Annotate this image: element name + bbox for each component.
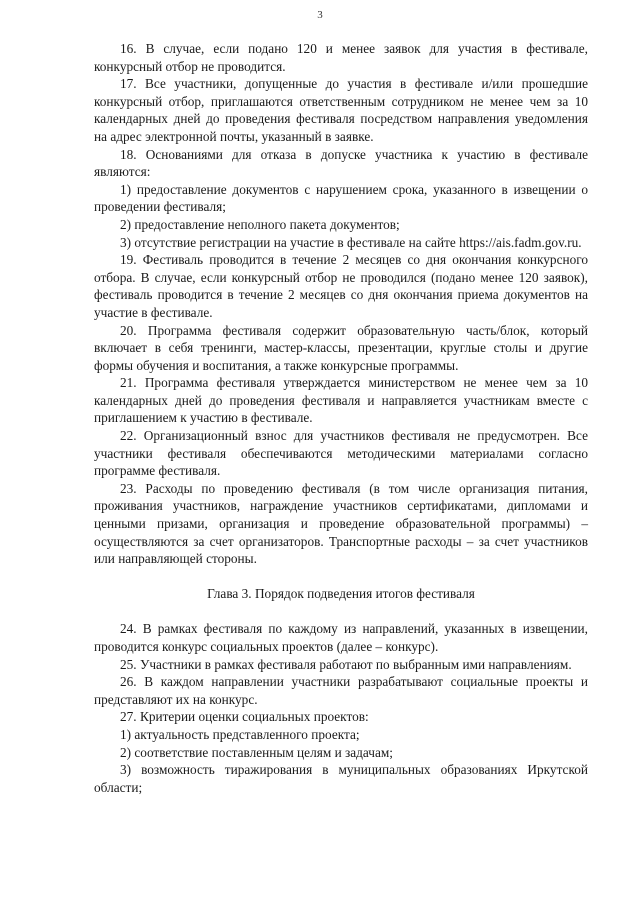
paragraph-21: 21. Программа фестиваля утверждается министерством не менее чем за 10 календарных дней до проведения фестиваля и направляется участникам вместе с приглашением к участию в фестивале. bbox=[94, 375, 588, 426]
list-item-18-3: 3) отсутствие регистрации на участие в фестивале на сайте https://ais.fadm.gov.ru. bbox=[120, 234, 582, 250]
paragraph-23: 23. Расходы по проведению фестиваля (в том числе организация питания, проживания участников, награждение участников сертификатами, дипломами и ценными призами, организация и проведение образовательной программы) – осуществляются за счет организаторов. Транспортные расходы – за счет участников или направляющей стороны. bbox=[94, 480, 588, 567]
list-item-27-2: 2) соответствие поставленным целям и задачам; bbox=[120, 744, 393, 760]
list-item-18-1: 1) предоставление документов с нарушением срока, указанного в извещении о проведении фестиваля; bbox=[94, 181, 588, 215]
paragraph-24: 24. В рамках фестиваля по каждому из направлений, указанных в извещении, проводится конкурс социальных проектов (далее – конкурс). bbox=[94, 621, 588, 654]
paragraph-20: 20. Программа фестиваля содержит образовательную часть/блок, который включает в себя тренинги, мастер-классы, презентации, круглые столы и другие формы обучения и воспитания, а также конкурсные программы. bbox=[94, 322, 588, 373]
list-item-18-2: 2) предоставление неполного пакета документов; bbox=[120, 216, 400, 232]
paragraph-27: 27. Критерии оценки социальных проектов: bbox=[120, 709, 369, 725]
paragraph-18: 18. Основаниями для отказа в допуске участника к участию в фестивале являются: bbox=[94, 146, 588, 180]
paragraph-17: 17. Все участники, допущенные до участия в фестивале и/или прошедшие конкурсный отбор, приглашаются ответственным сотрудником не менее чем за 10 календарных дней до проведения фестиваля посредством направления уведомления на адрес электронной почты, указанный в заявке. bbox=[94, 76, 588, 144]
list-item-27-1: 1) актуальность представленного проекта; bbox=[120, 726, 360, 742]
chapter-heading: Глава 3. Порядок подведения итогов фестиваля bbox=[207, 585, 475, 601]
paragraph-25: 25. Участники в рамках фестиваля работают по выбранным ими направлениям. bbox=[120, 656, 572, 672]
page-number: 3 bbox=[317, 9, 323, 21]
document-body bbox=[94, 40, 588, 796]
paragraph-16: 16. В случае, если подано 120 и менее заявок для участия в фестивале, конкурсный отбор не проводится. bbox=[94, 41, 588, 74]
paragraph-22: 22. Организационный взнос для участников фестиваля не предусмотрен. Все участники фестиваля обеспечиваются методическими материалами согласно программе фестиваля. bbox=[94, 428, 588, 479]
paragraph-26: 26. В каждом направлении участники разрабатывают социальные проекты и представляют их на конкурс. bbox=[94, 674, 588, 707]
list-item-27-3: 3) возможность тиражирования в муниципальных образованиях Иркутской области; bbox=[94, 762, 588, 795]
paragraph-19: 19. Фестиваль проводится в течение 2 месяцев со дня окончания конкурсного отбора. В случае, если конкурсный отбор не проводился (подано менее 120 заявок), фестиваль проводится в течение 2 месяцев со дня окончания приема документов на участие в фестивале. bbox=[94, 252, 588, 320]
